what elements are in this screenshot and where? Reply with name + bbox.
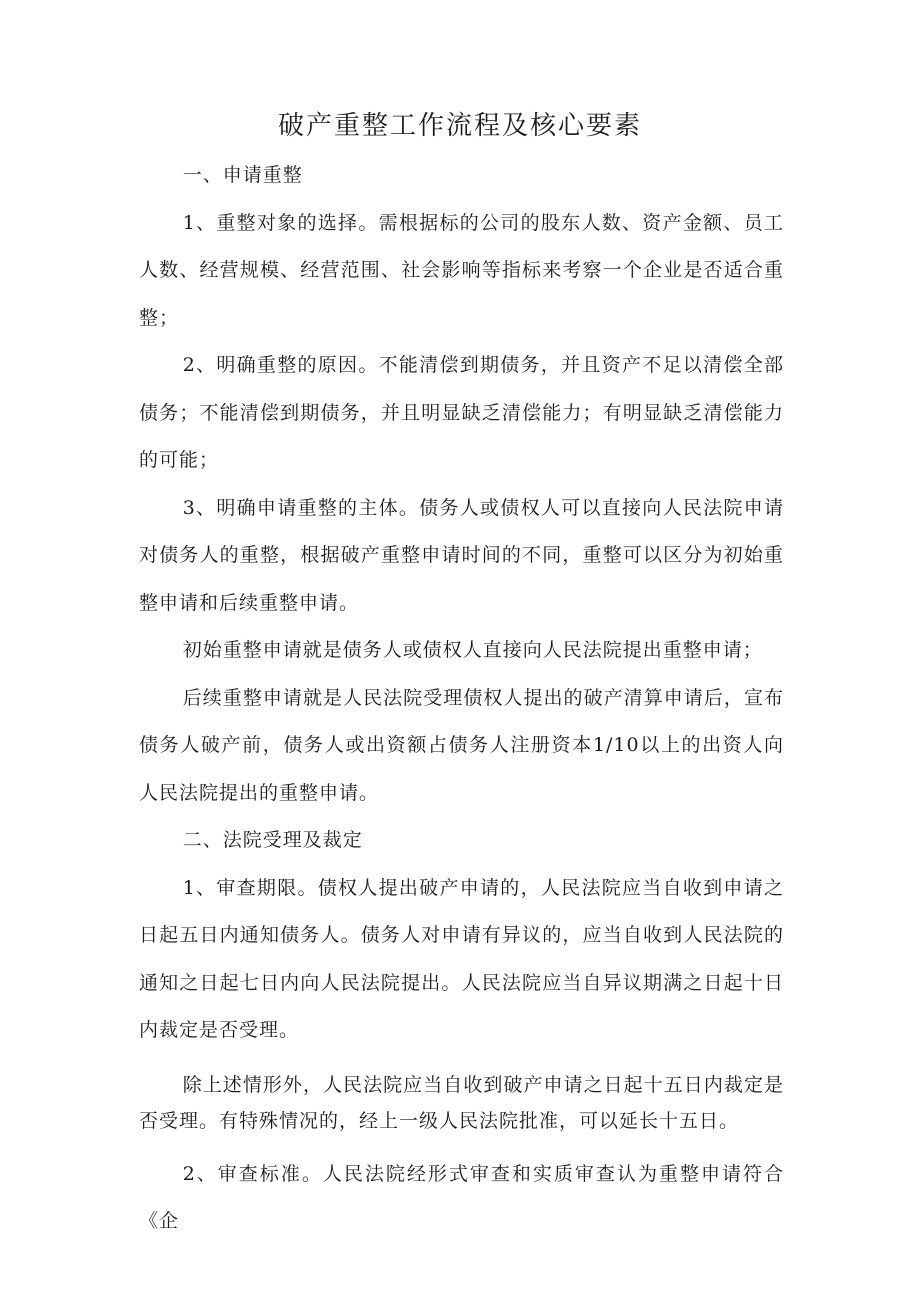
document-title: 破产重整工作流程及核心要素	[277, 111, 642, 141]
section-heading-1: 一、申请重整	[182, 164, 303, 186]
paragraph-1-2: 2、明确重整的原因。不能清偿到期债务，并且资产不足以清偿全部债务；不能清偿到期债务，并且明显缺乏清偿能力；有明显缺乏清偿能力的可能；	[139, 354, 784, 471]
paragraph-1-3: 3、明确申请重整的主体。债务人或债权人可以直接向人民法院申请对债务人的重整，根据破产重整申请时间的不同，重整可以区分为初始重整申请和后续重整申请。	[139, 496, 784, 614]
document-body	[139, 152, 784, 1246]
paragraph-1-1: 1、重整对象的选择。需根据标的公司的股东人数、资产金额、员工人数、经营规模、经营范围、社会影响等指标来考察一个企业是否适合重整；	[139, 211, 784, 329]
paragraph-2-1-supplement: 除上述情形外，人民法院应当自收到破产申请之日起十五日内裁定是否受理。有特殊情况的，经上一级人民法院批准，可以延长十五日。	[139, 1073, 784, 1132]
paragraph-subsequent-application: 后续重整申请就是人民法院受理债权人提出的破产清算申请后，宣布债务人破产前，债务人或出资额占债务人注册资本1/10以上的出资人向人民法院提出的重整申请。	[139, 686, 784, 804]
paragraph-initial-application: 初始重整申请就是债务人或债权人直接向人民法院提出重整申请；	[182, 639, 763, 661]
paragraph-2-2: 2、审查标准。人民法院经形式审查和实质审查认为重整申请符合《企	[139, 1162, 784, 1232]
paragraph-2-1: 1、审查期限。债权人提出破产申请的，人民法院应当自收到申请之日起五日内通知债务人。债务人对申请有异议的，应当自收到人民法院的通知之日起七日内向人民法院提出。人民法院应当自异议期满之日起十日内裁定是否受理。	[139, 876, 784, 1041]
section-heading-2: 二、法院受理及裁定	[182, 829, 363, 851]
